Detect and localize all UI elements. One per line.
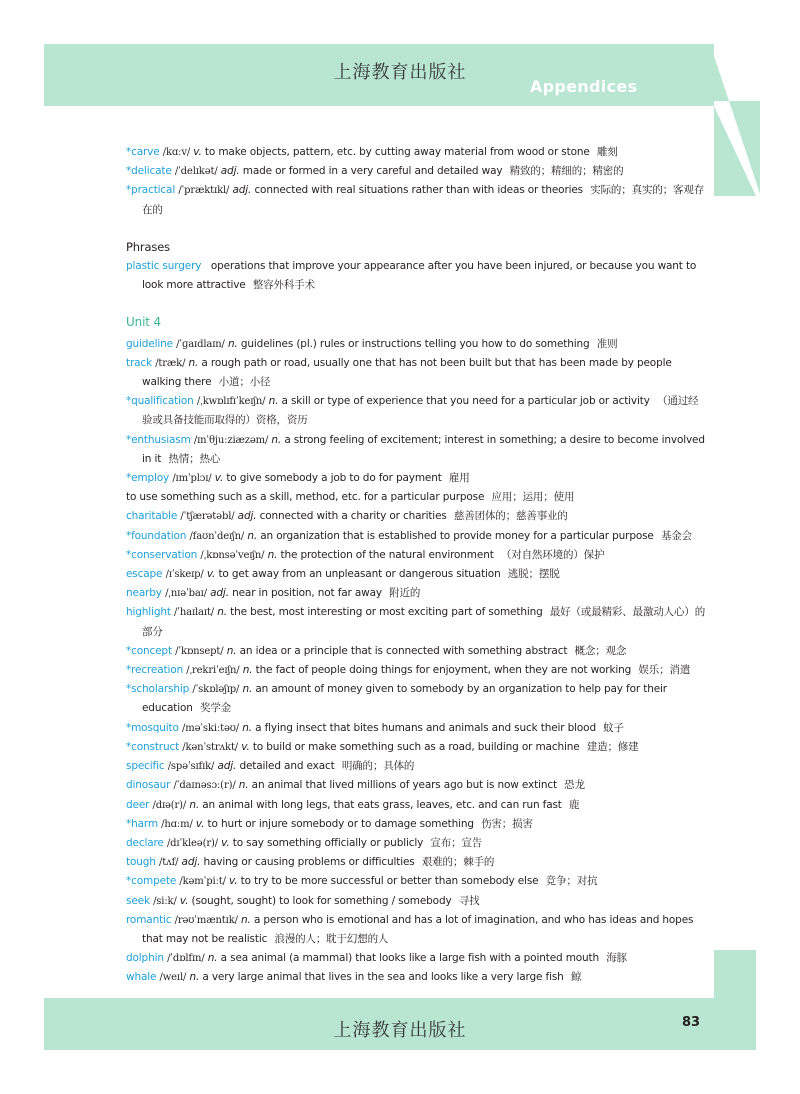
chinese-translation: 实际的；真实的；客观存在的 xyxy=(142,184,705,216)
phonetic: /ˈskɒləʃɪp/ xyxy=(192,684,240,696)
phonetic: /ˈdɒlfɪn/ xyxy=(167,953,205,965)
definition: to try to be more successful or better than somebody else xyxy=(240,875,539,888)
phonetic: /ˈkɒnsept/ xyxy=(175,645,224,657)
phonetic: /ˌnɪəˈbaɪ/ xyxy=(165,588,207,600)
definition: a skill or type of experience that you need for a particular job or activity xyxy=(281,395,650,408)
headword: nearby xyxy=(126,587,162,600)
chinese-translation: 雇用 xyxy=(448,472,470,485)
glossary-entry xyxy=(126,603,706,641)
phonetic: /spəˈsɪfɪk/ xyxy=(167,761,215,773)
chinese-translation: 附近的 xyxy=(389,587,421,600)
definition: an animal that lived millions of years ago but is now extinct xyxy=(251,779,557,792)
phonetic: /kɑːv/ xyxy=(162,147,191,158)
chinese-translation: （通过经验或具备技能而取得的）资格，资历 xyxy=(142,395,699,427)
glossary-entry xyxy=(126,642,706,661)
phonetic: /faʊnˈdeɪʃn/ xyxy=(189,530,245,542)
chinese-translation: 整容外科手术 xyxy=(252,279,315,292)
phrase-entry xyxy=(126,257,706,295)
definition: to say something officially or publicly xyxy=(232,836,424,849)
glossary-content xyxy=(126,143,706,988)
chinese-translation: 竞争；对抗 xyxy=(545,875,598,888)
chinese-translation: 宣布；宣告 xyxy=(430,836,483,849)
definition: an idea or a principle that is connected with something abstract xyxy=(239,644,568,657)
part-of-speech: n. xyxy=(227,337,238,350)
part-of-speech: n. xyxy=(217,606,227,619)
phonetic: /dɪˈkleə(r)/ xyxy=(166,837,218,849)
chinese-translation: 建造；修建 xyxy=(586,740,639,753)
headword: *carve xyxy=(126,146,160,158)
definition: a strong feeling of excitement; interest in something; a desire to become involved in it xyxy=(142,433,705,465)
chinese-translation: 鹿 xyxy=(568,798,580,811)
definition: an animal with long legs, that eats grass, leaves, etc. and can run fast xyxy=(202,798,562,811)
unit-heading: Unit 4 xyxy=(126,315,161,330)
part-of-speech: n. xyxy=(242,664,253,677)
definition: the protection of the natural environment xyxy=(280,548,494,561)
chinese-translation: 奖学金 xyxy=(199,702,232,715)
headword: *enthusiasm xyxy=(126,433,191,446)
definition: made or formed in a very careful and detailed way xyxy=(242,165,503,178)
glossary-entry xyxy=(126,892,706,911)
chinese-translation: 伤害；损害 xyxy=(481,817,533,830)
chinese-translation: 寻找 xyxy=(458,894,480,907)
part-of-speech: v. xyxy=(241,740,250,753)
part-of-speech: n. xyxy=(189,798,200,811)
headword: *conservation xyxy=(126,548,198,561)
glossary-entry xyxy=(126,661,706,680)
glossary-entry xyxy=(126,546,706,565)
definition: a very large animal that lives in the sea and looks like a very large fish xyxy=(202,971,564,984)
phonetic: /siːk/ xyxy=(153,895,177,907)
chinese-translation: 海豚 xyxy=(606,952,627,965)
headword: dinosaur xyxy=(126,779,171,792)
definition: an amount of money given to somebody by an organization to help pay for their education xyxy=(142,683,667,715)
headword: *concept xyxy=(126,644,172,657)
phonetic: /ˌkɒnsəˈveɪʃn/ xyxy=(200,549,265,561)
phonetic: /ˌrekriˈeɪʃn/ xyxy=(186,665,240,677)
glossary-entry xyxy=(126,757,706,776)
headword: whale xyxy=(126,971,157,984)
chinese-translation: 鲸 xyxy=(570,971,582,984)
definition: having or causing problems or difficulties xyxy=(203,856,415,869)
entry-list-unit4 xyxy=(126,335,706,988)
chinese-translation: 蚊子 xyxy=(603,721,624,734)
headword: specific xyxy=(126,760,165,773)
headword: *employ xyxy=(126,472,170,485)
chinese-translation: 小道；小径 xyxy=(218,376,271,389)
glossary-entry xyxy=(126,392,706,430)
part-of-speech: v. xyxy=(193,146,202,158)
part-of-speech: adj. xyxy=(181,856,201,869)
phonetic: /weɪl/ xyxy=(159,972,187,984)
glossary-entry xyxy=(126,815,706,834)
entry-list-top xyxy=(126,143,706,220)
glossary-entry xyxy=(126,834,706,853)
headword: deer xyxy=(126,798,150,811)
part-of-speech: n. xyxy=(241,913,251,926)
definition: an organization that is established to provide money for a particular purpose xyxy=(260,529,654,542)
part-of-speech: n. xyxy=(267,548,278,561)
part-of-speech: v. xyxy=(195,817,205,830)
footer-notch-decoration xyxy=(714,950,756,998)
glossary-entry xyxy=(126,181,706,219)
definition: connected with real situations rather than with ideas or theories xyxy=(254,184,584,197)
headword: *qualification xyxy=(126,395,194,408)
chinese-translation: 娱乐；消遣 xyxy=(638,664,691,677)
chinese-translation: 基金会 xyxy=(660,529,693,542)
chinese-translation: 最好（或最精彩、最激动人心）的部分 xyxy=(142,606,706,638)
part-of-speech: v. xyxy=(221,836,230,849)
glossary-entry xyxy=(126,949,706,968)
headword: guideline xyxy=(126,337,173,350)
definition: a flying insect that bites humans and animals and suck their blood xyxy=(255,721,596,734)
phrases-heading: Phrases xyxy=(126,239,171,254)
phonetic: /ɪˈskeɪp/ xyxy=(165,569,204,581)
headword: track xyxy=(126,356,152,369)
phonetic: /ˌkwɒlɪfɪˈkeɪʃn/ xyxy=(196,396,266,408)
phonetic: /dɪə(r)/ xyxy=(152,799,187,811)
glossary-entry xyxy=(126,431,706,469)
part-of-speech: adj. xyxy=(237,510,257,523)
definition: a sea animal (a mammal) that looks like a large fish with a pointed mouth xyxy=(220,952,600,965)
definition: detailed and exact xyxy=(239,760,335,773)
definition: guidelines (pl.) rules or instructions telling you how to do something xyxy=(240,337,590,350)
definition: (sought, sought) to look for something / somebody xyxy=(191,894,452,907)
headword: romantic xyxy=(126,913,172,926)
part-of-speech: v. xyxy=(229,875,238,888)
glossary-entry xyxy=(126,143,706,162)
part-of-speech: n. xyxy=(271,433,282,446)
page-number: 83 xyxy=(682,1015,701,1030)
glossary-entry xyxy=(126,507,706,526)
headword: dolphin xyxy=(126,952,164,965)
headword: *compete xyxy=(126,875,177,888)
headword: plastic surgery xyxy=(126,260,202,273)
chinese-translation: 准则 xyxy=(596,337,618,350)
glossary-entry xyxy=(126,565,706,584)
part-of-speech: v. xyxy=(179,894,189,907)
definition: operations that improve your appearance after you have been injured, or because you want to look more attractive xyxy=(142,260,697,292)
glossary-entry xyxy=(126,968,706,987)
chinese-translation: 精致的；精细的；精密的 xyxy=(509,165,624,178)
part-of-speech: n. xyxy=(242,721,252,734)
phonetic: /træk/ xyxy=(155,357,186,369)
part-of-speech: adj. xyxy=(210,587,229,600)
definition: a person who is emotional and has a lot of imagination, and who has ideas and hopes that may not be realistic xyxy=(142,913,694,945)
header-publisher: 上海教育出版社 xyxy=(333,62,467,83)
headword: declare xyxy=(126,836,164,849)
glossary-entry xyxy=(126,527,706,546)
part-of-speech: n. xyxy=(268,395,279,408)
headword: *practical xyxy=(126,184,176,197)
headword: *recreation xyxy=(126,664,184,677)
headword: *delicate xyxy=(126,165,172,178)
definition: near in position, not far away xyxy=(232,587,382,600)
glossary-entry xyxy=(126,680,706,718)
phonetic: /ˈpræktɪkl/ xyxy=(178,185,230,197)
headword: *construct xyxy=(126,740,180,753)
glossary-entry xyxy=(126,719,706,738)
phonetic: /ˈdaɪnəsɔː(r)/ xyxy=(173,780,236,792)
glossary-entry xyxy=(126,738,706,757)
headword: escape xyxy=(126,568,163,581)
part-of-speech: n. xyxy=(207,952,218,965)
definition: to build or make something such as a road, building or machine xyxy=(252,740,580,753)
definition: the fact of people doing things for enjoyment, when they are not working xyxy=(255,664,632,677)
part-of-speech: n. xyxy=(242,683,253,696)
phonetic: /hɑːm/ xyxy=(161,818,193,830)
part-of-speech: adj. xyxy=(220,165,240,178)
phonetic: /ˈtʃærətəbl/ xyxy=(180,511,235,523)
phonetic: /tʌf/ xyxy=(158,857,179,869)
phonetic: /məˈskiːtəʊ/ xyxy=(182,722,239,734)
glossary-entry xyxy=(126,872,706,891)
definition: to give somebody a job to do for payment xyxy=(226,472,442,485)
part-of-speech: n. xyxy=(188,356,199,369)
glossary-entry xyxy=(126,796,706,815)
headword: *scholarship xyxy=(126,683,190,696)
part-of-speech: adj. xyxy=(217,760,237,773)
chinese-translation: （对自然环境的）保护 xyxy=(500,548,605,561)
footer-publisher: 上海教育出版社 xyxy=(333,1020,467,1041)
headword: *mosquito xyxy=(126,721,179,734)
phonetic: /rəʊˈmæntɪk/ xyxy=(174,914,238,926)
definition: the best, most interesting or most exciting part of something xyxy=(230,606,543,619)
chinese-translation: 浪漫的人；耽于幻想的人 xyxy=(274,932,389,945)
glossary-entry xyxy=(126,584,706,603)
glossary-entry xyxy=(126,488,706,507)
glossary-entry xyxy=(126,911,706,949)
phonetic: /ɪnˈθjuːziæzəm/ xyxy=(193,434,269,446)
chinese-translation: 恐龙 xyxy=(564,779,585,792)
headword: charitable xyxy=(126,510,178,523)
phonetic: /ɪmˈplɔɪ/ xyxy=(172,473,212,485)
part-of-speech: n. xyxy=(189,971,200,984)
part-of-speech: adj. xyxy=(232,184,252,197)
chinese-translation: 雕刻 xyxy=(596,146,618,158)
definition: to get away from an unpleasant or dangerous situation xyxy=(218,568,501,581)
definition: to use something such as a skill, method, etc. for a particular purpose xyxy=(126,491,485,504)
part-of-speech: v. xyxy=(206,568,216,581)
glossary-entry xyxy=(126,469,706,488)
definition: to make objects, pattern, etc. by cutting away material from wood or stone xyxy=(204,146,590,158)
phonetic: /kənˈstrʌkt/ xyxy=(182,741,239,753)
glossary-entry xyxy=(126,853,706,872)
glossary-entry xyxy=(126,335,706,354)
chinese-translation: 应用；运用；使用 xyxy=(491,491,575,504)
definition: a rough path or road, usually one that has not been built but that has been made by people walking there xyxy=(142,356,672,389)
part-of-speech: v. xyxy=(214,472,224,485)
glossary-entry xyxy=(126,354,706,392)
headword: highlight xyxy=(126,606,171,619)
chinese-translation: 逃脱；摆脱 xyxy=(507,568,560,581)
phonetic: /ˈdelɪkət/ xyxy=(174,166,218,178)
glossary-entry xyxy=(126,162,706,181)
section-title: Appendices xyxy=(530,77,638,96)
chinese-translation: 概念；观念 xyxy=(574,644,627,657)
definition: to hurt or injure somebody or to damage something xyxy=(207,817,474,830)
headword: seek xyxy=(126,894,150,907)
definition: connected with a charity or charities xyxy=(259,510,447,523)
glossary-entry xyxy=(126,776,706,795)
headword: *harm xyxy=(126,817,158,830)
phrase-list xyxy=(126,257,706,295)
part-of-speech: n. xyxy=(238,779,249,792)
headword: tough xyxy=(126,856,156,869)
phonetic: /ˈɡaɪdlaɪn/ xyxy=(176,338,225,350)
chinese-translation: 明确的；具体的 xyxy=(341,760,415,773)
part-of-speech: n. xyxy=(247,529,258,542)
chinese-translation: 热情；热心 xyxy=(168,452,221,465)
phonetic: /ˈhaɪlaɪt/ xyxy=(174,607,214,619)
phonetic: /kəmˈpiːt/ xyxy=(179,876,226,888)
headword: *foundation xyxy=(126,529,187,542)
part-of-speech: n. xyxy=(226,644,237,657)
chinese-translation: 慈善团体的；慈善事业的 xyxy=(453,510,568,523)
chinese-translation: 艰难的；棘手的 xyxy=(421,856,495,869)
